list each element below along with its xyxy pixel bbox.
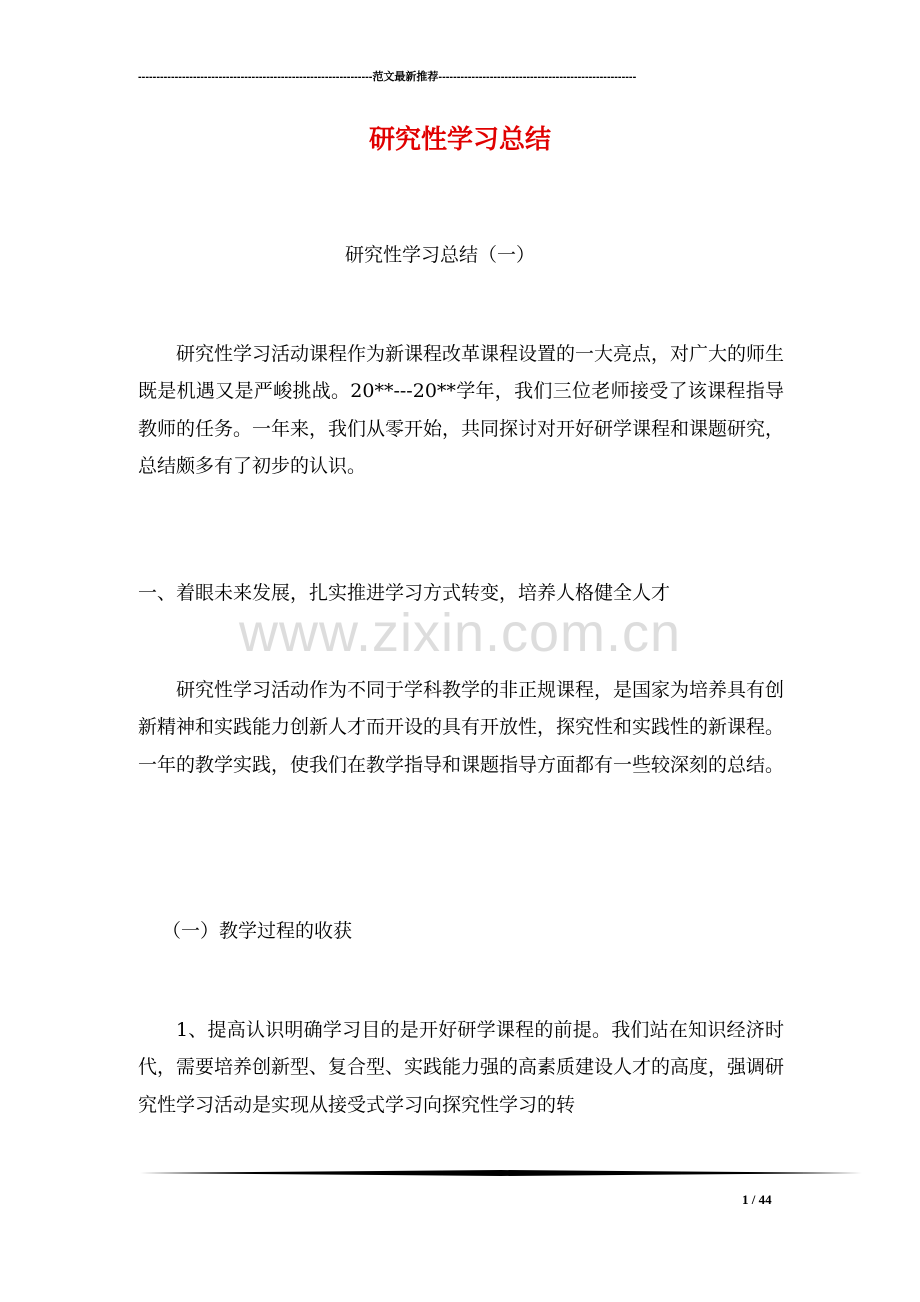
page-number: 1 / 44	[742, 1192, 772, 1207]
paragraph-point-one: 1、提高认识明确学习目的是开好研学课程的前提。我们站在知识经济时代，需要培养创新型、复合型、实践能力强的高素质建设人才的高度，强调研究性学习活动是实现从接受式学习向探究性学习的转	[138, 1019, 785, 1116]
paragraph-part-one: 研究性学习活动作为不同于学科教学的非正规课程，是国家为培养具有创新精神和实践能力创新人才而开设的具有开放性，探究性和实践性的新课程。一年的教学实践，使我们在教学指导和课题指导方面都有一些较深刻的总结。	[138, 679, 785, 776]
subheading-teaching-gains: （一）教学过程的收获	[162, 920, 353, 942]
paragraph-intro: 研究性学习活动课程作为新课程改革课程设置的一大亮点，对广大的师生既是机遇又是严峻挑战。20**---20**学年，我们三位老师接受了该课程指导教师的任务。一年来，我们从零开始，共同探讨对开好研学课程和课题研究，总结颇多有了初步的认识。	[138, 343, 785, 477]
heading-part-one: 一、着眼未来发展，扎实推进学习方式转变，培养人格健全人才	[138, 582, 671, 604]
section-title: 研究性学习总结（一）	[344, 244, 535, 266]
document-title: 研究性学习总结	[368, 125, 551, 155]
watermark: www.zixin.com.cn	[238, 603, 682, 663]
footer-rule	[140, 1170, 862, 1176]
header-divider-text: ----------------------------------------------------------------范文最新推荐------------------------------------------------------	[138, 71, 637, 83]
